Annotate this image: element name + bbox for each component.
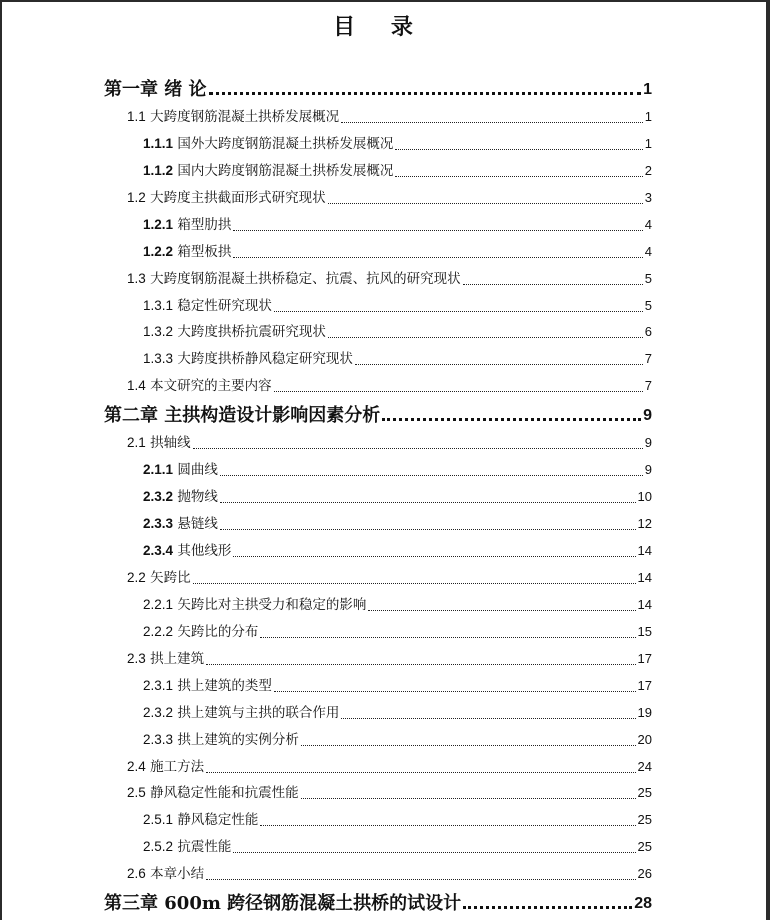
toc-page-number: 5 [644,297,652,313]
toc-entry-number: 2.3.4 [143,543,174,558]
toc-entry-number: 2.3.3 [143,731,174,747]
toc-entry-text: 矢跨比 [150,569,191,586]
toc-entry-title [143,595,366,615]
toc-dot-leader [209,91,642,95]
toc-entry-text: 大跨度钢筋混凝土拱桥发展概况 [150,108,340,125]
toc-entry-text: 600m 跨径钢筋混凝土拱桥的试设计 [164,893,462,915]
toc-dot-leader [206,663,635,665]
toc-entry-number: 第一章 [104,79,158,99]
toc-page-number: 9 [644,435,652,451]
toc-entry-title [143,161,393,181]
toc-page-number: 9 [643,407,652,425]
toc-entry[interactable] [104,289,652,316]
toc-entry[interactable] [104,100,652,127]
toc-entry-title [143,487,218,507]
toc-entry[interactable] [104,154,652,181]
toc-entry[interactable] [104,561,652,588]
toc-entry-title [104,893,461,914]
toc-entry-title [143,296,272,316]
page-border-left [0,0,2,920]
toc-page-number: 20 [637,731,652,747]
toc-chapter-entry[interactable] [104,396,652,426]
toc-entry-number: 2.6 [127,866,146,882]
page-border-right [766,0,770,920]
toc-entry-title [104,79,207,100]
toc-entry-text: 大跨度主拱截面形式研究现状 [150,189,326,206]
toc-dot-leader [301,797,636,799]
toc-entry[interactable] [104,615,652,642]
toc-dot-leader [301,744,636,746]
toc-page-number: 14 [637,596,652,612]
toc-dot-leader [395,148,642,150]
toc-entry-title [127,783,299,803]
toc-entry-title [143,837,231,857]
toc-entry-title [127,649,204,669]
toc-page-number: 26 [637,866,652,882]
toc-entry-number: 1.3.1 [143,297,174,313]
toc-entry-number: 1.3.2 [143,324,174,340]
toc-entry[interactable] [104,588,652,615]
toc-dot-leader [463,283,643,285]
toc-dot-leader [341,121,643,123]
toc-page-number: 19 [637,704,652,720]
toc-entry[interactable] [104,723,652,750]
toc-entry-text: 主拱构造设计影响因素分析 [164,405,381,427]
toc-entry-text: 大跨度拱桥静风稳定研究现状 [177,351,353,368]
toc-dot-leader [382,417,641,421]
toc-entry-title [127,757,204,777]
toc-entry-title [143,460,218,480]
toc-entry[interactable] [104,453,652,480]
toc-entry-number: 2.3 [127,650,146,666]
toc-page-number: 2 [644,162,652,178]
toc-entry-number: 1.4 [127,378,146,394]
toc-entry-text: 矢跨比的分布 [177,623,259,640]
toc-entry-title [143,242,231,262]
toc-dot-leader [328,202,643,204]
toc-dot-leader [220,528,636,530]
toc-entry-number: 2.3.2 [143,704,174,720]
toc-entry-title [143,676,272,696]
toc-entry-text: 静风稳定性能 [177,812,259,829]
toc-entry-text: 拱上建筑的实例分析 [177,731,299,748]
toc-entry-number: 1.3 [127,270,146,286]
toc-entry[interactable] [104,316,652,343]
toc-chapter-entry[interactable] [104,70,652,100]
toc-page-number: 25 [637,812,652,828]
toc-entry[interactable] [104,127,652,154]
toc-dot-leader [274,310,643,312]
toc-page-number: 15 [637,623,652,639]
toc-entry-number: 2.2.1 [143,596,174,612]
toc-entry-text: 大跨度钢筋混凝土拱桥稳定、抗震、抗风的研究现状 [150,270,461,287]
toc-entry-title [127,107,339,127]
toc-entry-text: 施工方法 [150,758,205,775]
toc-entry-text: 拱上建筑的类型 [177,677,272,694]
toc-entry-number: 1.2 [127,189,146,205]
toc-entry-title [127,188,326,208]
toc-entry-text: 国内大跨度钢筋混凝土拱桥发展概况 [177,162,394,179]
toc-entry-title [143,349,353,369]
toc-dot-leader [193,582,636,584]
toc-entry-title [143,730,299,750]
toc-entry[interactable] [104,342,652,369]
toc-entry-text: 静风稳定性能和抗震性能 [150,785,299,802]
toc-dot-leader [206,771,635,773]
toc-entry-number: 第二章 [104,405,158,426]
toc-entry-title [127,269,461,289]
toc-page-number: 1 [644,108,652,124]
toc-dot-leader [220,501,636,503]
toc-entry-number: 第三章 [104,893,158,914]
toc-dot-leader [395,175,642,177]
toc-dot-leader [193,447,643,449]
table-of-contents [104,70,652,914]
toc-entry-title [143,514,218,534]
toc-page-number: 25 [637,839,652,855]
toc-dot-leader [274,390,643,392]
toc-entry-text: 箱型板拱 [177,243,232,260]
toc-entry[interactable] [104,857,652,884]
toc-entry-title [143,134,393,154]
toc-entry[interactable] [104,534,652,561]
toc-entry-number: 2.3.1 [143,677,174,693]
toc-entry-text: 抛物线 [177,489,218,506]
toc-entry-title [127,376,272,396]
toc-entry[interactable] [104,696,652,723]
toc-page-number: 17 [637,650,652,666]
toc-dot-leader [328,336,643,338]
toc-page-number: 4 [644,216,652,232]
toc-page-number: 7 [644,378,652,394]
toc-dot-leader [463,905,632,909]
toc-entry[interactable] [104,262,652,289]
toc-entry[interactable] [104,235,652,262]
toc-entry-text: 悬链线 [177,516,218,533]
toc-dot-leader [260,824,635,826]
toc-entry-number: 2.5.2 [143,839,174,855]
toc-entry[interactable] [104,369,652,396]
toc-dot-leader [341,717,635,719]
toc-entry[interactable] [104,777,652,804]
toc-dot-leader [233,256,642,258]
toc-entry-text: 拱上建筑与主拱的联合作用 [177,704,340,721]
toc-entry-title [127,864,204,884]
toc-entry-title [143,622,258,642]
page-border-top [0,0,770,2]
toc-entry-number: 2.5.1 [143,812,174,828]
toc-dot-leader [206,878,635,880]
toc-entry-text: 箱型肋拱 [177,216,232,233]
toc-page-number: 24 [637,758,652,774]
toc-dot-leader [233,555,635,557]
toc-entry-text: 国外大跨度钢筋混凝土拱桥发展概况 [177,135,394,152]
toc-page-number: 17 [637,677,652,693]
toc-entry[interactable] [104,426,652,453]
toc-entry[interactable] [104,181,652,208]
toc-page-number: 6 [644,324,652,340]
toc-entry[interactable] [104,507,652,534]
toc-page-number: 10 [637,489,652,505]
toc-entry-number: 2.4 [127,758,146,774]
toc-dot-leader [260,636,635,638]
toc-entry-title [143,541,231,561]
toc-page-number: 1 [644,135,652,151]
toc-entry-number: 2.5 [127,785,146,801]
toc-entry-title [143,215,231,235]
toc-entry-text: 绪 论 [164,79,207,100]
toc-entry-text: 抗震性能 [177,839,232,856]
toc-entry-title [127,433,191,453]
toc-entry-text: 矢跨比对主拱受力和稳定的影响 [177,596,367,613]
toc-page-number: 14 [637,569,652,585]
toc-entry-text: 本文研究的主要内容 [150,378,272,395]
toc-entry-number: 1.1.1 [143,135,174,151]
toc-entry[interactable] [104,480,652,507]
toc-entry[interactable] [104,750,652,777]
toc-entry-text: 本章小结 [150,866,205,883]
toc-page-number: 3 [644,189,652,205]
toc-entry[interactable] [104,830,652,857]
toc-page-number: 9 [644,462,652,478]
toc-entry-text: 拱上建筑 [150,650,205,667]
toc-entry-number: 1.2.2 [143,243,174,259]
toc-chapter-entry[interactable] [104,884,652,914]
toc-entry-text: 大跨度拱桥抗震研究现状 [177,324,326,341]
toc-entry-number: 1.1 [127,108,146,124]
toc-entry-number: 1.3.3 [143,351,174,367]
toc-page-number: 7 [644,351,652,367]
toc-dot-leader [274,690,636,692]
toc-entry[interactable] [104,642,652,669]
toc-dot-leader [368,609,635,611]
toc-entry[interactable] [104,208,652,235]
toc-entry-title [143,703,339,723]
toc-entry-number: 2.1.1 [143,462,174,478]
toc-entry[interactable] [104,669,652,696]
toc-entry-title [143,810,258,830]
toc-entry-title [143,322,326,342]
toc-entry-text: 拱轴线 [150,435,191,452]
toc-page-number: 25 [637,785,652,801]
toc-entry-title [127,568,191,588]
toc-entry-number: 2.3.3 [143,516,174,532]
toc-entry-text: 圆曲线 [177,462,218,479]
toc-page-number: 1 [643,81,652,98]
toc-entry-number: 2.3.2 [143,489,174,505]
toc-entry-text: 稳定性研究现状 [177,297,272,314]
toc-entry-number: 2.2 [127,569,146,585]
toc-page-number: 5 [644,270,652,286]
toc-entry[interactable] [104,803,652,830]
toc-entry-title [104,405,380,426]
toc-dot-leader [355,363,643,365]
page-title: 目 录 [333,14,427,40]
toc-dot-leader [233,229,642,231]
toc-entry-number: 1.1.2 [143,162,174,178]
toc-entry-number: 1.2.1 [143,216,174,232]
toc-dot-leader [233,851,635,853]
toc-entry-number: 2.1 [127,435,146,451]
toc-entry-number: 2.2.2 [143,623,174,639]
toc-page-number: 12 [637,516,652,532]
toc-entry-text: 其他线形 [177,543,232,559]
toc-page-number: 28 [634,895,652,913]
toc-dot-leader [220,474,643,476]
toc-page-number: 4 [644,243,652,259]
toc-page-number: 14 [637,543,652,558]
